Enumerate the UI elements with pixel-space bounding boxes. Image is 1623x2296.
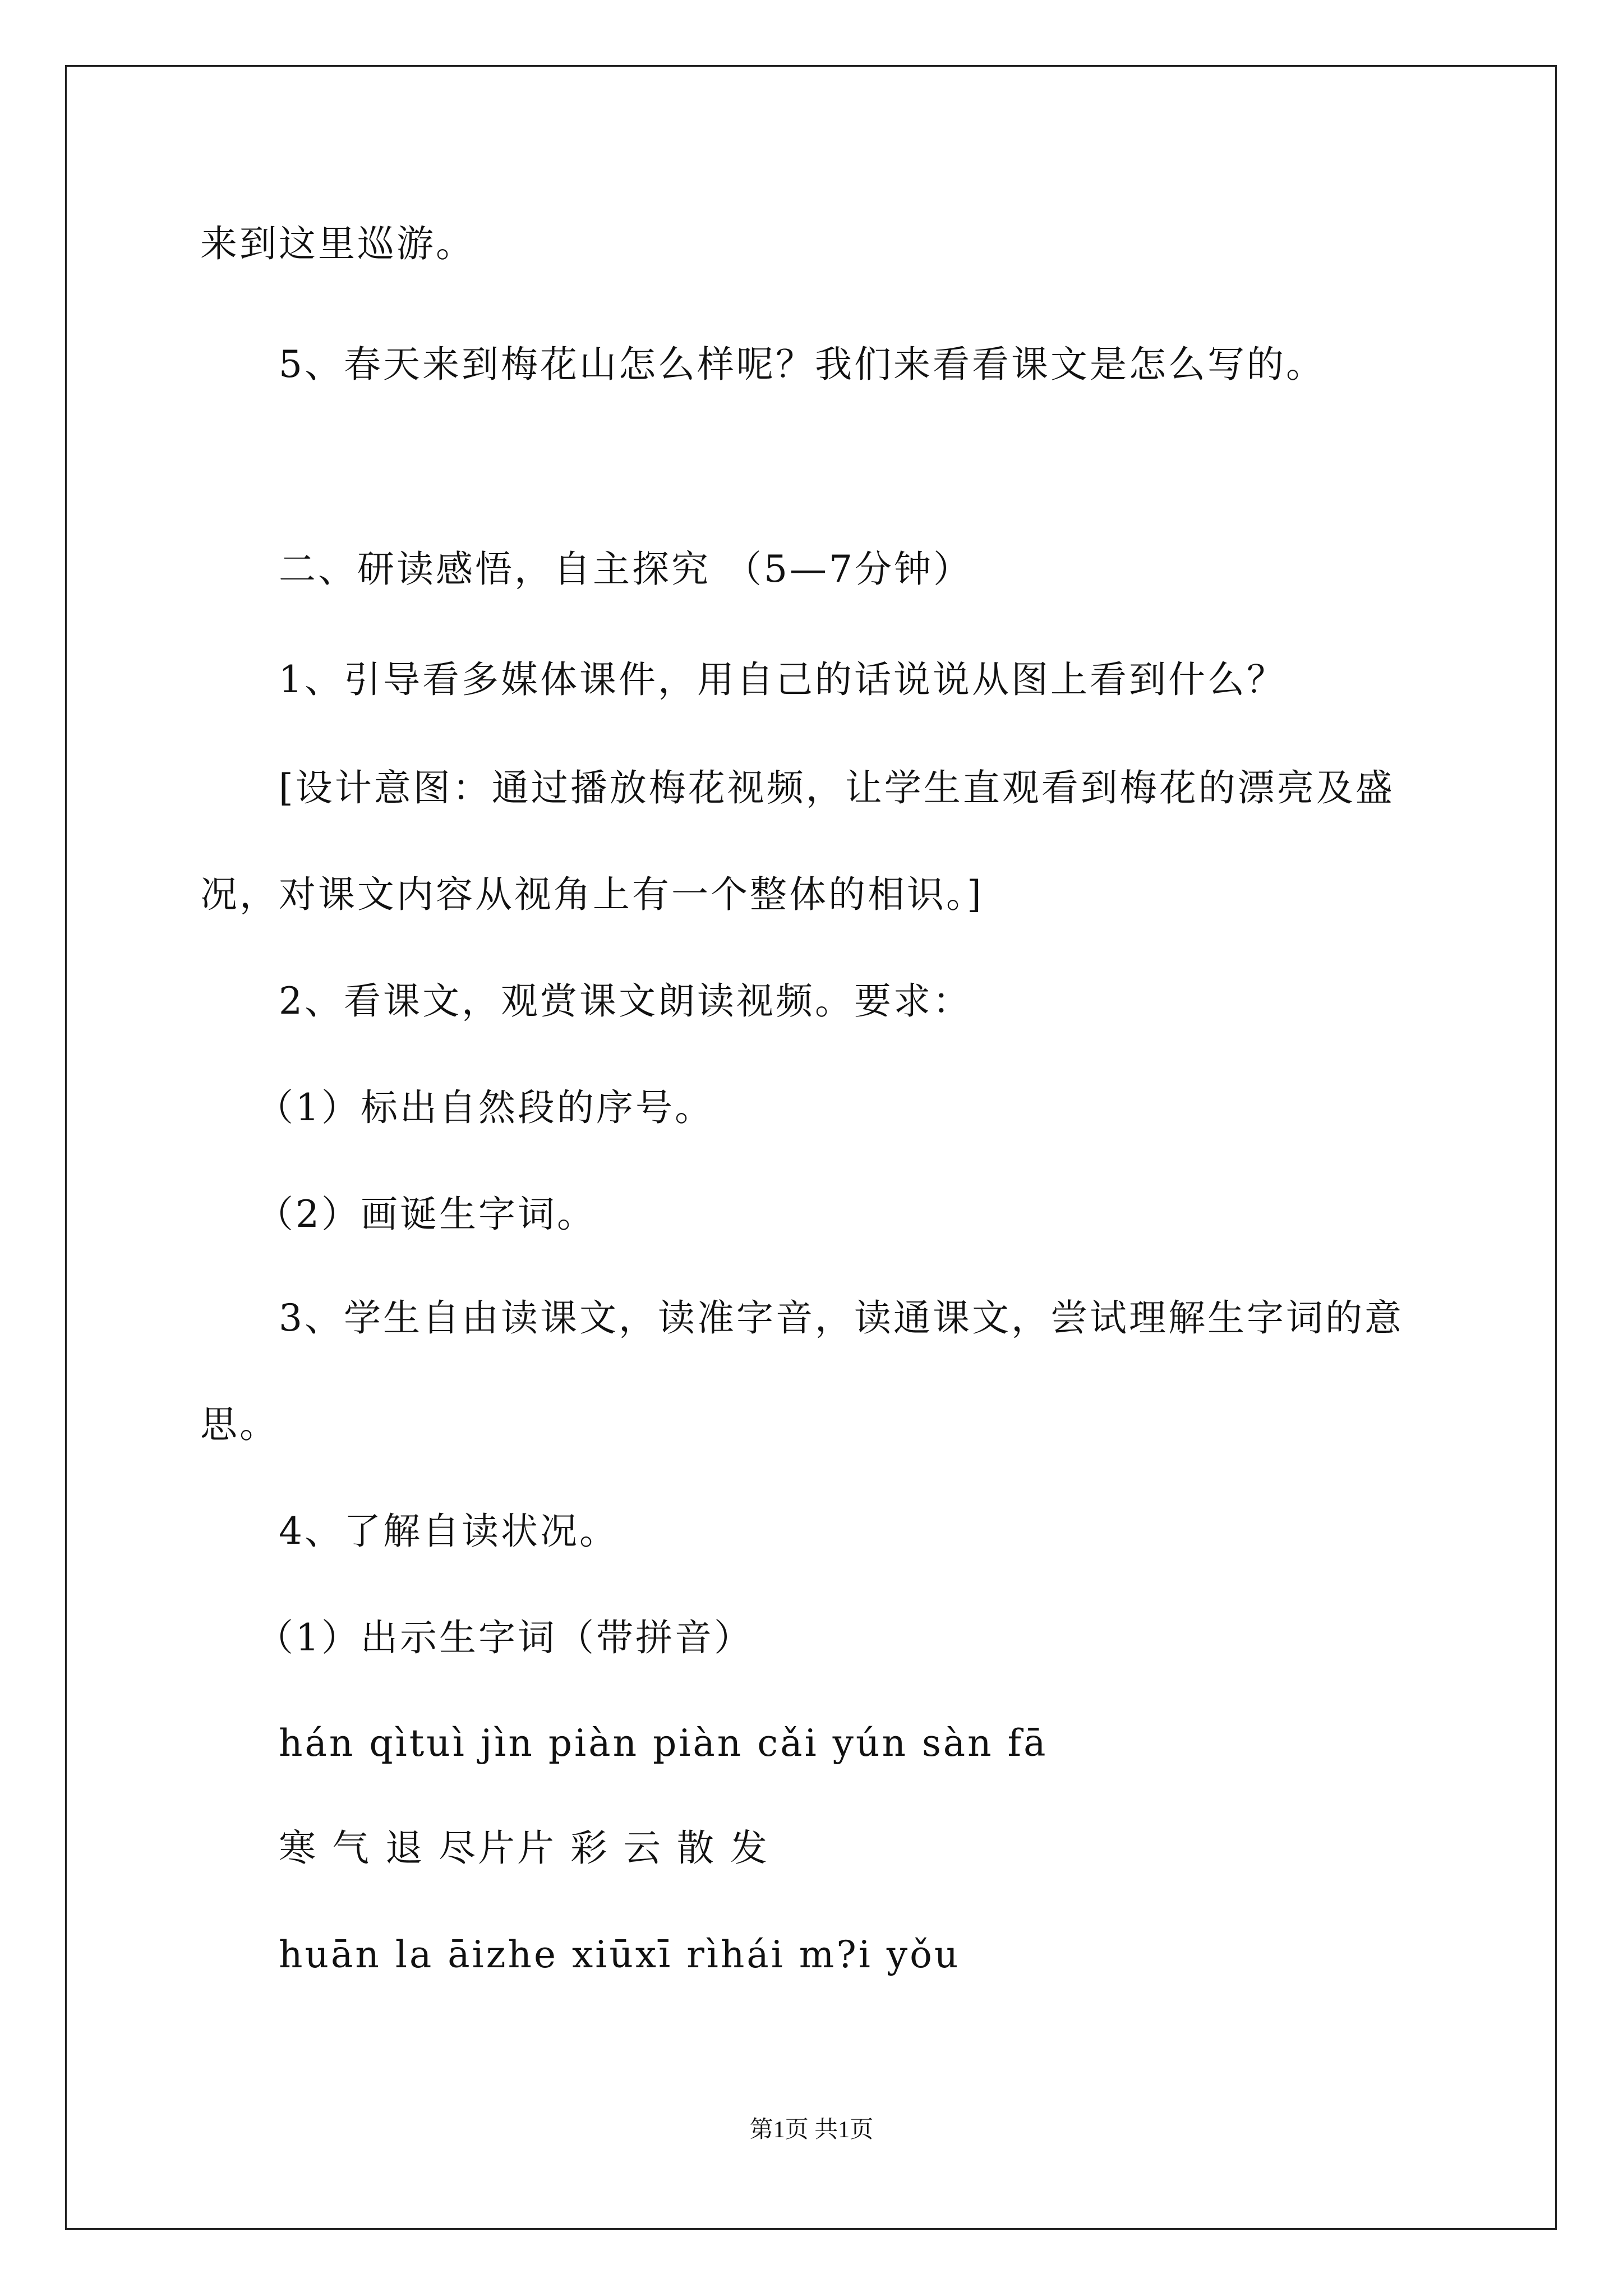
section-heading: 二、研读感悟，自主探究 （5—7分钟） <box>279 547 972 591</box>
page-footer: 第1页 共1页 <box>749 2117 874 2143</box>
page-border <box>65 65 1557 2230</box>
text-line-11: 思。 <box>200 1403 279 1446</box>
pinyin-line-2: huān la āizhe xiūxī rìhái m?i yǒu <box>279 1933 961 1976</box>
text-line-4: 1、引导看多媒体课件，用自己的话说说从图上看到什么？ <box>279 658 1286 701</box>
text-line-9: （2）画诞生字词。 <box>256 1193 596 1236</box>
text-line-7: 2、看课文，观赏课文朗读视频。要求： <box>279 979 972 1023</box>
hanzi-line-1: 寒 气 退 尽片片 彩 云 散 发 <box>279 1826 769 1870</box>
text-line-6: 况，对课文内容从视角上有一个整体的相识。] <box>200 873 984 916</box>
text-line-13: （1）出示生字词（带拼音） <box>256 1616 753 1659</box>
text-line-10: 3、学生自由读课文，读准字音，读通课文，尝试理解生字词的意 <box>279 1296 1404 1340</box>
text-line-8: （1）标出自然段的序号。 <box>256 1086 714 1129</box>
text-line-12: 4、了解自读状况。 <box>279 1510 619 1553</box>
text-line-1: 来到这里巡游。 <box>200 222 475 265</box>
text-line-5: [设计意图：通过播放梅花视频，让学生直观看到梅花的漂亮及盛 <box>279 766 1395 809</box>
text-line-2: 5、春天来到梅花山怎么样呢？我们来看看课文是怎么写的。 <box>279 343 1325 386</box>
pinyin-line-1: hán qìtuì jìn piàn piàn cǎi yún sàn fā <box>279 1722 1048 1765</box>
